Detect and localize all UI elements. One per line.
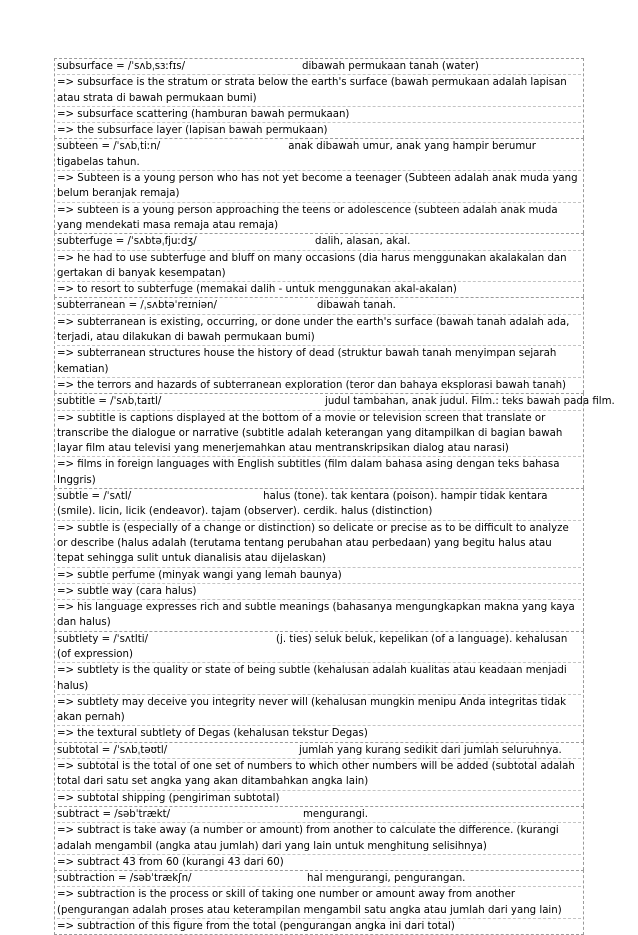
entry-headline — [57, 234, 581, 249]
example-line: => subtract 43 from 60 (kurangi 43 dari 60) — [57, 854, 581, 870]
example-line: => subtraction is the process or skill of taking one number or amount away from another (pengurangan adalah proses atau keterampilan mengambil satu angka atau jumlah dari yang lain) — [57, 886, 581, 918]
example-line: => subterranean is existing, occurring, or done under the earth's surface (bawah tanah adalah ada, terjadi, atau dilakukan di bawah permukaan bumi) — [57, 314, 581, 346]
example-line: => subtlety is the quality or state of being subtle (kehalusan adalah kualitas atau keadaan menjadi halus) — [57, 662, 581, 694]
example-line: => subtle is (especially of a change or distinction) so delicate or precise as to be difficult to analyze or describe (halus adalah (terutama tentang perubahan atau perbedaan) yang begitu halus atau tepat sehingga sulit untuk dianalisis atau dijelaskan) — [57, 520, 581, 567]
example-line: => subtraction of this figure from the total (pengurangan angka ini dari total) — [57, 918, 581, 934]
entry-subtract — [54, 806, 584, 870]
entry-subteen — [54, 138, 584, 233]
entry-translation: jumlah yang kurang sedikit dari jumlah seluruhnya. — [299, 744, 562, 756]
example-line: => his language expresses rich and subtle meanings (bahasanya mengungkapkan makna yang kaya dan halus) — [57, 599, 581, 631]
entry-subsurface — [54, 58, 584, 138]
entry-translation: (j. ties) seluk beluk, kepelikan (of a language). kehalusan (of expression) — [57, 633, 568, 660]
entry-subtle — [54, 488, 584, 631]
entry-translation: mengurangi. — [303, 808, 368, 820]
example-line: => subsurface scattering (hamburan bawah permukaan) — [57, 106, 581, 122]
entry-headline — [57, 489, 581, 520]
entry-word: subsurface = /ˈsʌbˌsɜːfɪs/ — [57, 61, 186, 72]
example-line: => subtlety may deceive you integrity never will (kehalusan mungkin menipu Anda integritas tidak akan pernah) — [57, 694, 581, 726]
entry-headline — [57, 807, 581, 822]
example-line: => Subteen is a young person who has not yet become a teenager (Subteen adalah anak muda yang belum beranjak remaja) — [57, 170, 581, 202]
entry-translation: hal mengurangi, pengurangan. — [307, 873, 466, 885]
example-line: => subtotal is the total of one set of numbers to which other numbers will be added (subtotal adalah total dari satu set angka yang akan ditambahkan angka lain) — [57, 758, 581, 790]
entry-translation: anak dibawah umur, anak yang hampir berumur tigabelas tahun. — [57, 141, 536, 168]
example-line: => to resort to subterfuge (memakai dalih - untuk menggunakan akal-akalan) — [57, 281, 581, 297]
example-line: => subtitle is captions displayed at the bottom of a movie or television screen that translate or transcribe the dialogue or narrative (subtitle adalah keterangan yang ditampilkan di bagian bawah layar film atau televisi yang menerjemahkan atau mentranskripsikan dialog atau narasi) — [57, 410, 581, 457]
entry-headline — [57, 59, 581, 74]
example-line: => subteen is a young person approaching the teens or adolescence (subteen adalah anak muda yang mendekati masa remaja atau remaja) — [57, 202, 581, 234]
entry-word: subtraction = /səbˈtrækʃn/ — [57, 873, 192, 885]
entry-word: subtitle = /ˈsʌbˌtaɪtl/ — [57, 396, 162, 408]
entry-translation: halus (tone). tak kentara (poison). hampir tidak kentara (smile). licin, licik (endeavor). tajam (observer). cerdik. halus (distinction) — [57, 491, 548, 518]
entry-translation: dibawah tanah. — [317, 300, 396, 312]
entry-word: subtract = /səbˈtrækt/ — [57, 808, 171, 820]
entry-translation: judul tambahan, anak judul. Film.: teks bawah pada film. — [325, 396, 615, 408]
entry-translation: dibawah permukaan tanah (water) — [302, 61, 479, 72]
entry-headline — [57, 394, 615, 409]
entry-headline — [57, 871, 581, 886]
example-line: => the subsurface layer (lapisan bawah permukaan) — [57, 122, 581, 138]
example-line: => subtotal shipping (pengiriman subtotal) — [57, 790, 581, 806]
entry-subterranean — [54, 297, 584, 393]
dictionary-page — [54, 58, 615, 935]
entry-headline — [57, 139, 581, 170]
entry-translation: dalih, alasan, akal. — [315, 236, 411, 248]
entry-subterfuge — [54, 233, 584, 297]
example-line: => subtle way (cara halus) — [57, 583, 581, 599]
entry-subtitle — [54, 393, 615, 488]
entry-subtotal — [54, 742, 584, 806]
example-line: => the textural subtlety of Degas (kehalusan tekstur Degas) — [57, 725, 581, 741]
entry-word: subterfuge = /ˈsʌbtəˌfjuːdʒ/ — [57, 236, 197, 248]
example-line: => he had to use subterfuge and bluff on many occasions (dia harus menggunakan akalakalan dan gertakan di banyak kesempatan) — [57, 250, 581, 282]
example-line: => subsurface is the stratum or strata below the earth's surface (bawah permukaan adalah lapisan atau strata di bawah permukaan bumi) — [57, 74, 581, 106]
entry-word: subtlety = /ˈsʌtlti/ — [57, 633, 149, 645]
entry-word: subteen = /ˈsʌbˌtiːn/ — [57, 141, 161, 153]
entry-word: subterranean = /ˌsʌbtəˈreɪniən/ — [57, 300, 217, 312]
example-line: => films in foreign languages with English subtitles (film dalam bahasa asing dengan teks bahasa Inggris) — [57, 456, 581, 488]
entry-word: subtle = /ˈsʌtl/ — [57, 491, 132, 503]
entry-headline — [57, 298, 581, 313]
entry-word: subtotal = /ˈsʌbˌtəʊtl/ — [57, 744, 168, 756]
example-line: => the terrors and hazards of subterranean exploration (teror dan bahaya eksplorasi bawah tanah) — [57, 377, 581, 393]
entry-headline — [57, 632, 581, 663]
entry-headline — [57, 743, 581, 758]
example-line: => subtract is take away (a number or amount) from another to calculate the difference. (kurangi adalah mengambil (angka atau jumlah) dari yang lain untuk menghitung selisihnya) — [57, 822, 581, 854]
entry-subtlety — [54, 631, 584, 742]
example-line: => subtle perfume (minyak wangi yang lemah baunya) — [57, 567, 581, 583]
example-line: => subterranean structures house the history of dead (struktur bawah tanah menyimpan sejarah kematian) — [57, 345, 581, 377]
